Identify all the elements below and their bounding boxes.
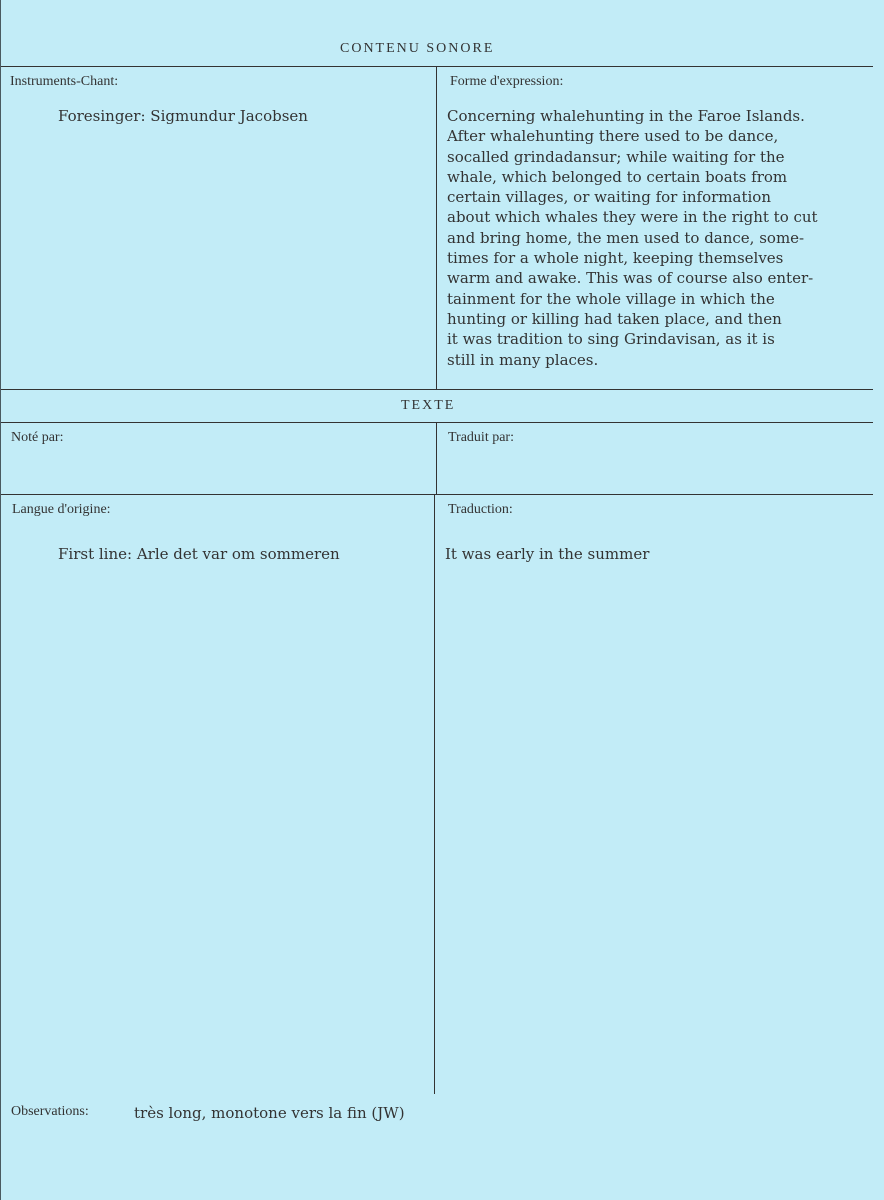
rule-above-texte (1, 389, 873, 390)
forme-expression-text (447, 106, 883, 370)
instruments-chant-label: Instruments-Chant: (10, 74, 119, 89)
forme-expression-label: Forme d'expression: (450, 74, 564, 89)
rule-under-contenu-title (1, 66, 873, 67)
traduction-value: It was early in the summer (445, 545, 650, 563)
langue-origine-label: Langue d'origine: (12, 502, 111, 517)
texte-column-divider-lower (434, 494, 435, 1094)
forme-line: hunting or killing had taken place, and then (447, 309, 782, 328)
forme-line: certain villages, or waiting for information (447, 188, 771, 207)
contenu-column-divider (436, 66, 437, 389)
forme-line: still in many places. (447, 350, 599, 369)
observations-label: Observations: (11, 1104, 89, 1119)
forme-line: whale, which belonged to certain boats from (447, 167, 788, 186)
traduction-label: Traduction: (448, 502, 513, 517)
forme-line: and bring home, the men used to dance, some- (447, 228, 805, 247)
rule-above-langue (1, 494, 873, 495)
forme-line: tainment for the whole village in which the (447, 289, 775, 308)
observations-value: très long, monotone vers la fin (JW) (134, 1104, 405, 1122)
contenu-sonore-title: CONTENU SONORE (340, 41, 495, 56)
note-par-label: Noté par: (11, 430, 64, 445)
forme-line: times for a whole night, keeping themselves (447, 249, 784, 268)
langue-origine-value: First line: Arle det var om sommeren (58, 545, 340, 563)
texte-title: TEXTE (401, 398, 456, 413)
forme-line: it was tradition to sing Grindavisan, as it is (447, 330, 775, 349)
forme-line: about which whales they were in the right to cut (447, 208, 818, 227)
rule-under-texte-title (1, 422, 873, 423)
forme-line: After whalehunting there used to be dance, (447, 127, 779, 146)
forme-line: warm and awake. This was of course also enter- (447, 269, 814, 288)
instruments-chant-value: Foresinger: Sigmundur Jacobsen (58, 107, 308, 125)
texte-column-divider-upper (436, 422, 437, 494)
traduit-par-label: Traduit par: (448, 430, 514, 445)
forme-line: Concerning whalehunting in the Faroe Islands. (447, 107, 805, 125)
forme-line: socalled grindadansur; while waiting for the (447, 147, 785, 166)
